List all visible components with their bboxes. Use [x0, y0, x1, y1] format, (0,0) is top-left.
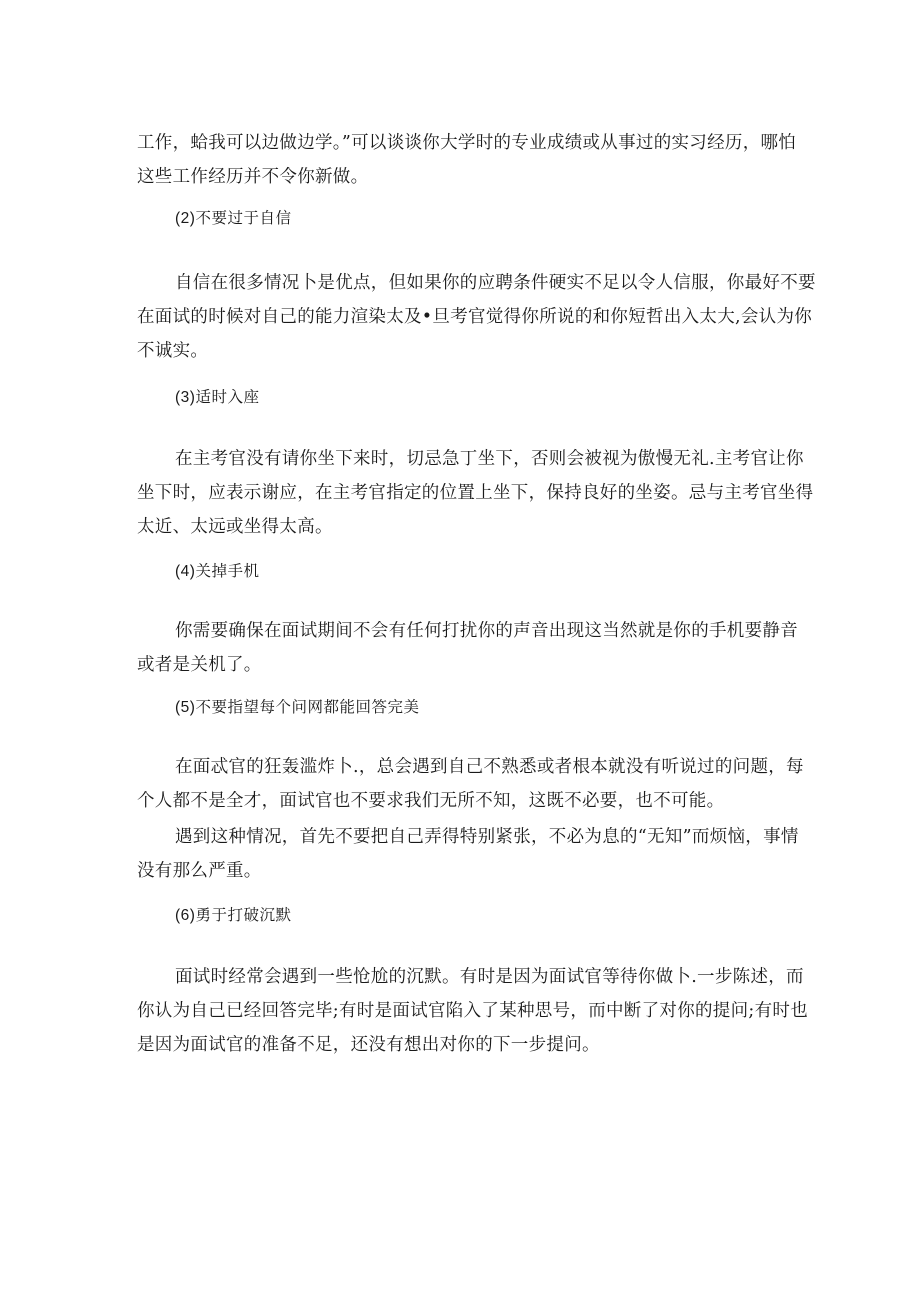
- text-line: 工作，蛤我可以边做边学。”可以谈谈你大学时的专业成绩或从事过的实习经历，哪怕: [137, 133, 797, 153]
- section-heading-6: (6)勇于打破沉默: [175, 907, 292, 924]
- text-line: 不诚实。: [137, 341, 209, 361]
- text-line: 在主考官没有请你坐下来时，切忌急丁坐下，否则会被视为傲慢无礼.主考官让你: [175, 449, 804, 469]
- section-heading-5: (5)不要指望每个问网都能回答完美: [175, 699, 420, 716]
- text-line: 太近、太远或坐得太高。: [137, 517, 333, 537]
- section-heading-3: (3)适时入座: [175, 389, 260, 406]
- paragraph-seating: [137, 442, 814, 544]
- text-line: 这些工作经历并不令你新做。: [137, 167, 369, 187]
- paragraph-phone: [137, 614, 798, 682]
- paragraph-dont-panic: [137, 820, 799, 888]
- text-line: 遇到这种情况，首先不要把自己弄得特别紧张，不必为息的“无知”而烦恼，事情: [175, 827, 799, 847]
- text-line: 面试时经常会遇到一些怆尬的沉默。有时是因为面试官等待你做卜.一步陈述，而: [175, 967, 804, 987]
- text-line: 或者是关机了。: [137, 655, 262, 675]
- section-heading-2: (2)不要过于自信: [175, 210, 292, 227]
- paragraph-silence: [137, 960, 808, 1062]
- text-line: 在面忒官的狂轰滥炸卜.，总会遇到自己不熟悉或者根本就没有听说过的问题，每: [175, 757, 804, 777]
- paragraph-self-confidence: [137, 266, 816, 368]
- text-line: 在面试的时候对自己的能力渲染太及•旦考官觉得你所说的和你短哲出入太大,会认为你: [137, 307, 813, 327]
- text-line: 你认为自己已经回答完毕;有时是面试官陷入了某种思号，而中断了对你的提问;有时也: [137, 1001, 808, 1021]
- section-heading-4: (4)关掉手机: [175, 563, 260, 580]
- text-line: 是因为面试官的准备不足，还没有想出对你的下一步提问。: [137, 1035, 600, 1055]
- text-line: 个人都不是全才，面试官也不要求我们无所不知，这既不必要，也不可能。: [137, 791, 725, 811]
- text-line: 没有那么严重。: [137, 861, 262, 881]
- paragraph-continuation: [137, 126, 797, 194]
- paragraph-questions: [137, 750, 804, 818]
- text-line: 坐下时，应表示谢应，在主考官指定的位置上坐下，保持良好的坐姿。忌与主考官坐得: [137, 483, 814, 503]
- text-line: 你需要确保在面试期间不会有任何打扰你的声音出现这当然就是你的手机要静音: [175, 621, 798, 641]
- text-line: 自信在很多情况卜是优点，但如果你的应聘条件硬实不足以令人信服，你最好不要: [175, 273, 816, 293]
